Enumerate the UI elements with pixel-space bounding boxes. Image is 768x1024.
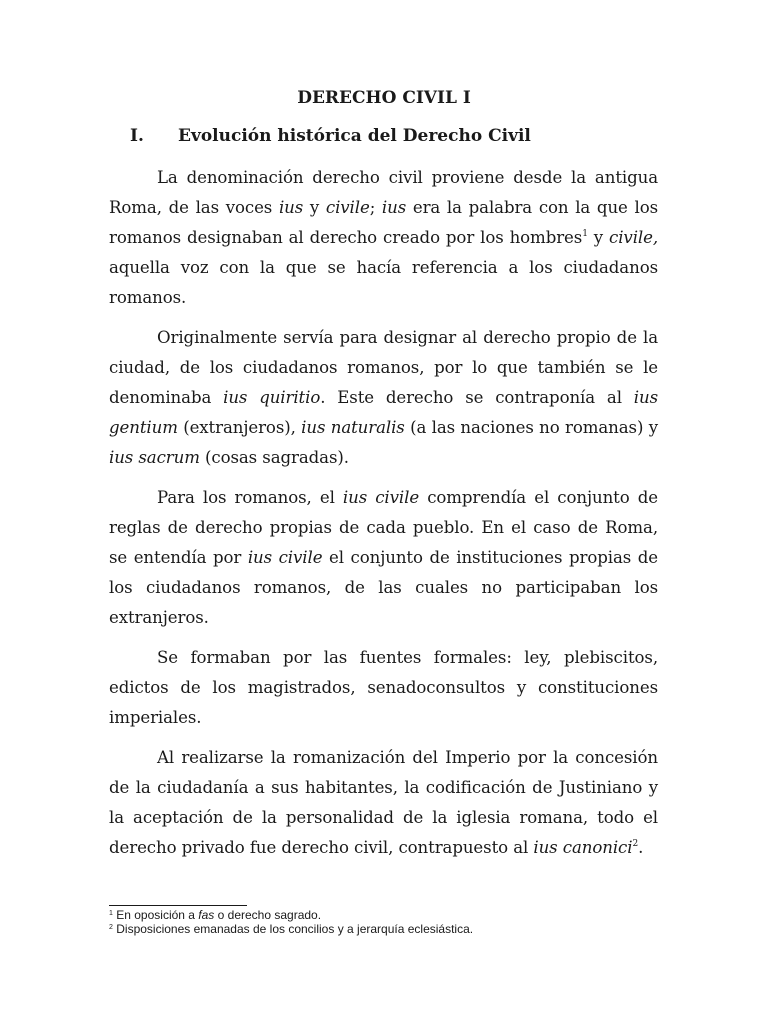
footnotes <box>109 908 669 936</box>
latin-term: ius naturalis <box>301 418 405 437</box>
text-run: el conjunto de instituciones propias de los ciudadanos romanos, de las cuales no participaban los extranjeros. <box>109 548 658 627</box>
latin-term: ius <box>278 198 304 217</box>
text-run: Al realizarse la romanización del Imperio por la concesión de la ciudadanía a sus habitantes, la codificación de Justiniano y la aceptación de la personalidad de la iglesia romana, todo el derecho privado fue derecho civil, contrapuesto al <box>109 748 658 857</box>
section-heading <box>130 125 531 147</box>
text-run: Originalmente servía para designar al derecho propio de la ciudad, de los ciudadanos romanos, por lo que también se le denominaba <box>109 328 658 407</box>
footnote-text: o derecho sagrado. <box>214 908 322 922</box>
latin-term: ius canonici <box>533 838 633 857</box>
footnote-2 <box>109 922 669 936</box>
text-run: y <box>303 198 326 217</box>
footnote-text: En oposición a <box>112 908 199 922</box>
document-title: DERECHO CIVIL I <box>297 88 471 108</box>
text-run: era la palabra con la que los romanos designaban al derecho creado por los hombres <box>109 198 658 247</box>
latin-term: ius civile <box>247 548 323 567</box>
section-number: I. <box>130 126 144 146</box>
text-run: (a las naciones no romanas) y <box>404 418 658 437</box>
latin-term: ius gentium <box>109 388 659 437</box>
footnote-mark: 2 <box>109 924 113 931</box>
text-run: Para los romanos, el <box>157 488 343 507</box>
footnote-term: fas <box>198 908 215 922</box>
paragraph-1 <box>109 163 658 313</box>
text-run: aquella voz con la que se hacía referencia a los ciudadanos romanos. <box>109 258 658 307</box>
text-run: . <box>638 838 644 857</box>
footnote-1 <box>109 908 669 922</box>
section-title: Evolución histórica del Derecho Civil <box>178 126 531 146</box>
footnote-mark: 1 <box>109 910 113 917</box>
paragraph-2 <box>109 323 658 473</box>
text-run: y <box>587 228 610 247</box>
text-run: . Este derecho se contraponía al <box>320 388 634 407</box>
footnote-separator <box>109 905 247 906</box>
body-text <box>109 163 658 873</box>
text-run: (cosas sagradas). <box>199 448 349 467</box>
footnote-text: Disposiciones emanadas de los concilios y a jerarquía eclesiástica. <box>112 922 474 936</box>
text-run: (extranjeros), <box>177 418 302 437</box>
footnote-reference: 1 <box>582 229 588 239</box>
paragraph-4 <box>109 643 658 733</box>
footnote-reference: 2 <box>632 839 639 849</box>
latin-term: ius sacrum <box>109 448 200 467</box>
latin-term: ius civile <box>342 488 420 507</box>
text-run: La denominación derecho civil proviene desde la antigua Roma, de las voces <box>109 168 658 217</box>
paragraph-3 <box>109 483 658 633</box>
paragraph-5 <box>109 743 658 863</box>
text-run: ; <box>369 198 382 217</box>
latin-term: ius <box>381 198 407 217</box>
latin-term: civile, <box>609 228 658 247</box>
latin-term: civile <box>325 198 370 217</box>
text-run: comprendía el conjunto de reglas de derecho propias de cada pueblo. En el caso de Roma, se entendía por <box>109 488 658 567</box>
text-run: Se formaban por las fuentes formales: ley, plebiscitos, edictos de los magistrados, senadoconsultos y constituciones imperiales. <box>109 648 658 727</box>
latin-term: ius quiritio <box>223 388 321 407</box>
